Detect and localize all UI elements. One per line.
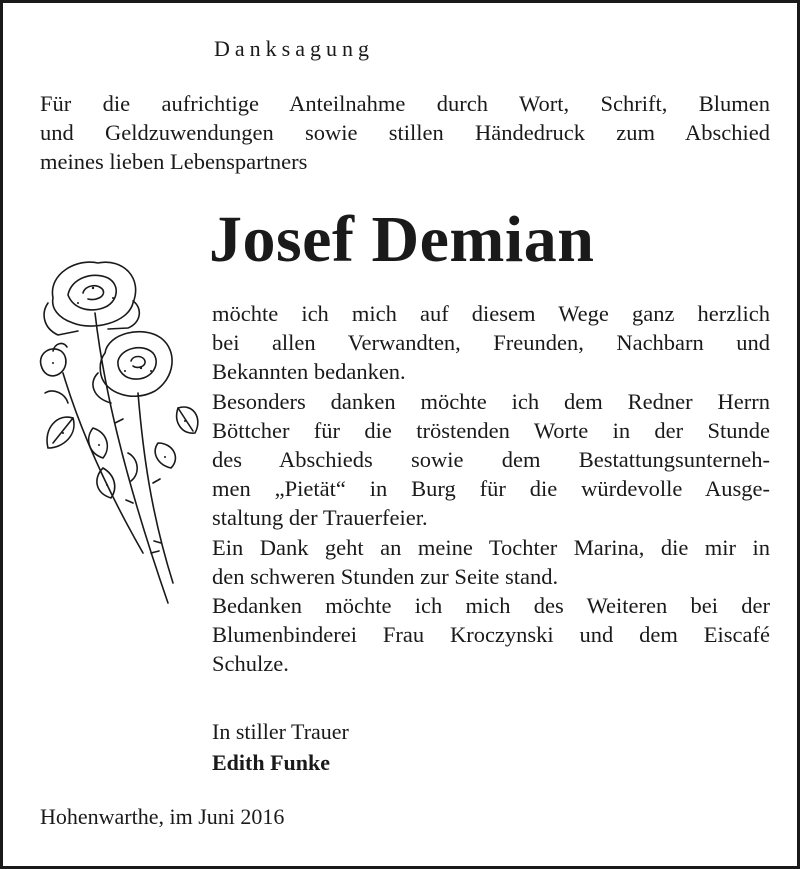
body-line: Blumenbinderei Frau Kroczynski und dem Eiscafé — [212, 622, 770, 648]
intro-line: Für die aufrichtige Anteilnahme durch Wort, Schrift, Blumen — [40, 91, 770, 116]
body-line: Bedanken möchte ich mich des Weiteren bei der — [212, 592, 770, 618]
place-date: Hohenwarthe, im Juni 2016 — [40, 804, 285, 829]
heading: Danksagung — [214, 36, 374, 61]
deceased-name: Josef Demian — [209, 203, 595, 276]
thanks-paragraph — [212, 299, 770, 678]
intro-paragraph — [40, 89, 770, 176]
body-line: Bekannten bedanken. — [212, 359, 406, 385]
body-line: bei allen Verwandten, Freunden, Nachbarn und — [212, 330, 770, 356]
body-line: Schulze. — [212, 651, 289, 677]
body-line: men „Pietät“ in Burg für die würdevolle Ausge- — [212, 476, 770, 502]
body-line: staltung der Trauerfeier. — [212, 505, 428, 531]
intro-line: und Geldzuwendungen sowie stillen Händedruck zum Abschied — [40, 120, 770, 145]
intro-line: meines lieben Lebenspartners — [40, 149, 308, 174]
body-line: Ein Dank geht an meine Tochter Marina, die mir in — [212, 534, 770, 560]
body-line: Besonders danken möchte ich dem Redner Herrn — [212, 388, 770, 414]
body-line: den schweren Stunden zur Seite stand. — [212, 563, 559, 589]
rose-illustration-icon — [33, 253, 203, 613]
signer-name: Edith Funke — [212, 750, 330, 775]
body-line: möchte ich mich auf diesem Wege ganz herzlich — [212, 301, 770, 326]
signoff: In stiller Trauer — [212, 719, 349, 744]
body-line: des Abschieds sowie dem Bestattungsunterneh- — [212, 446, 770, 472]
body-line: Böttcher für die tröstenden Worte in der Stunde — [212, 417, 770, 443]
